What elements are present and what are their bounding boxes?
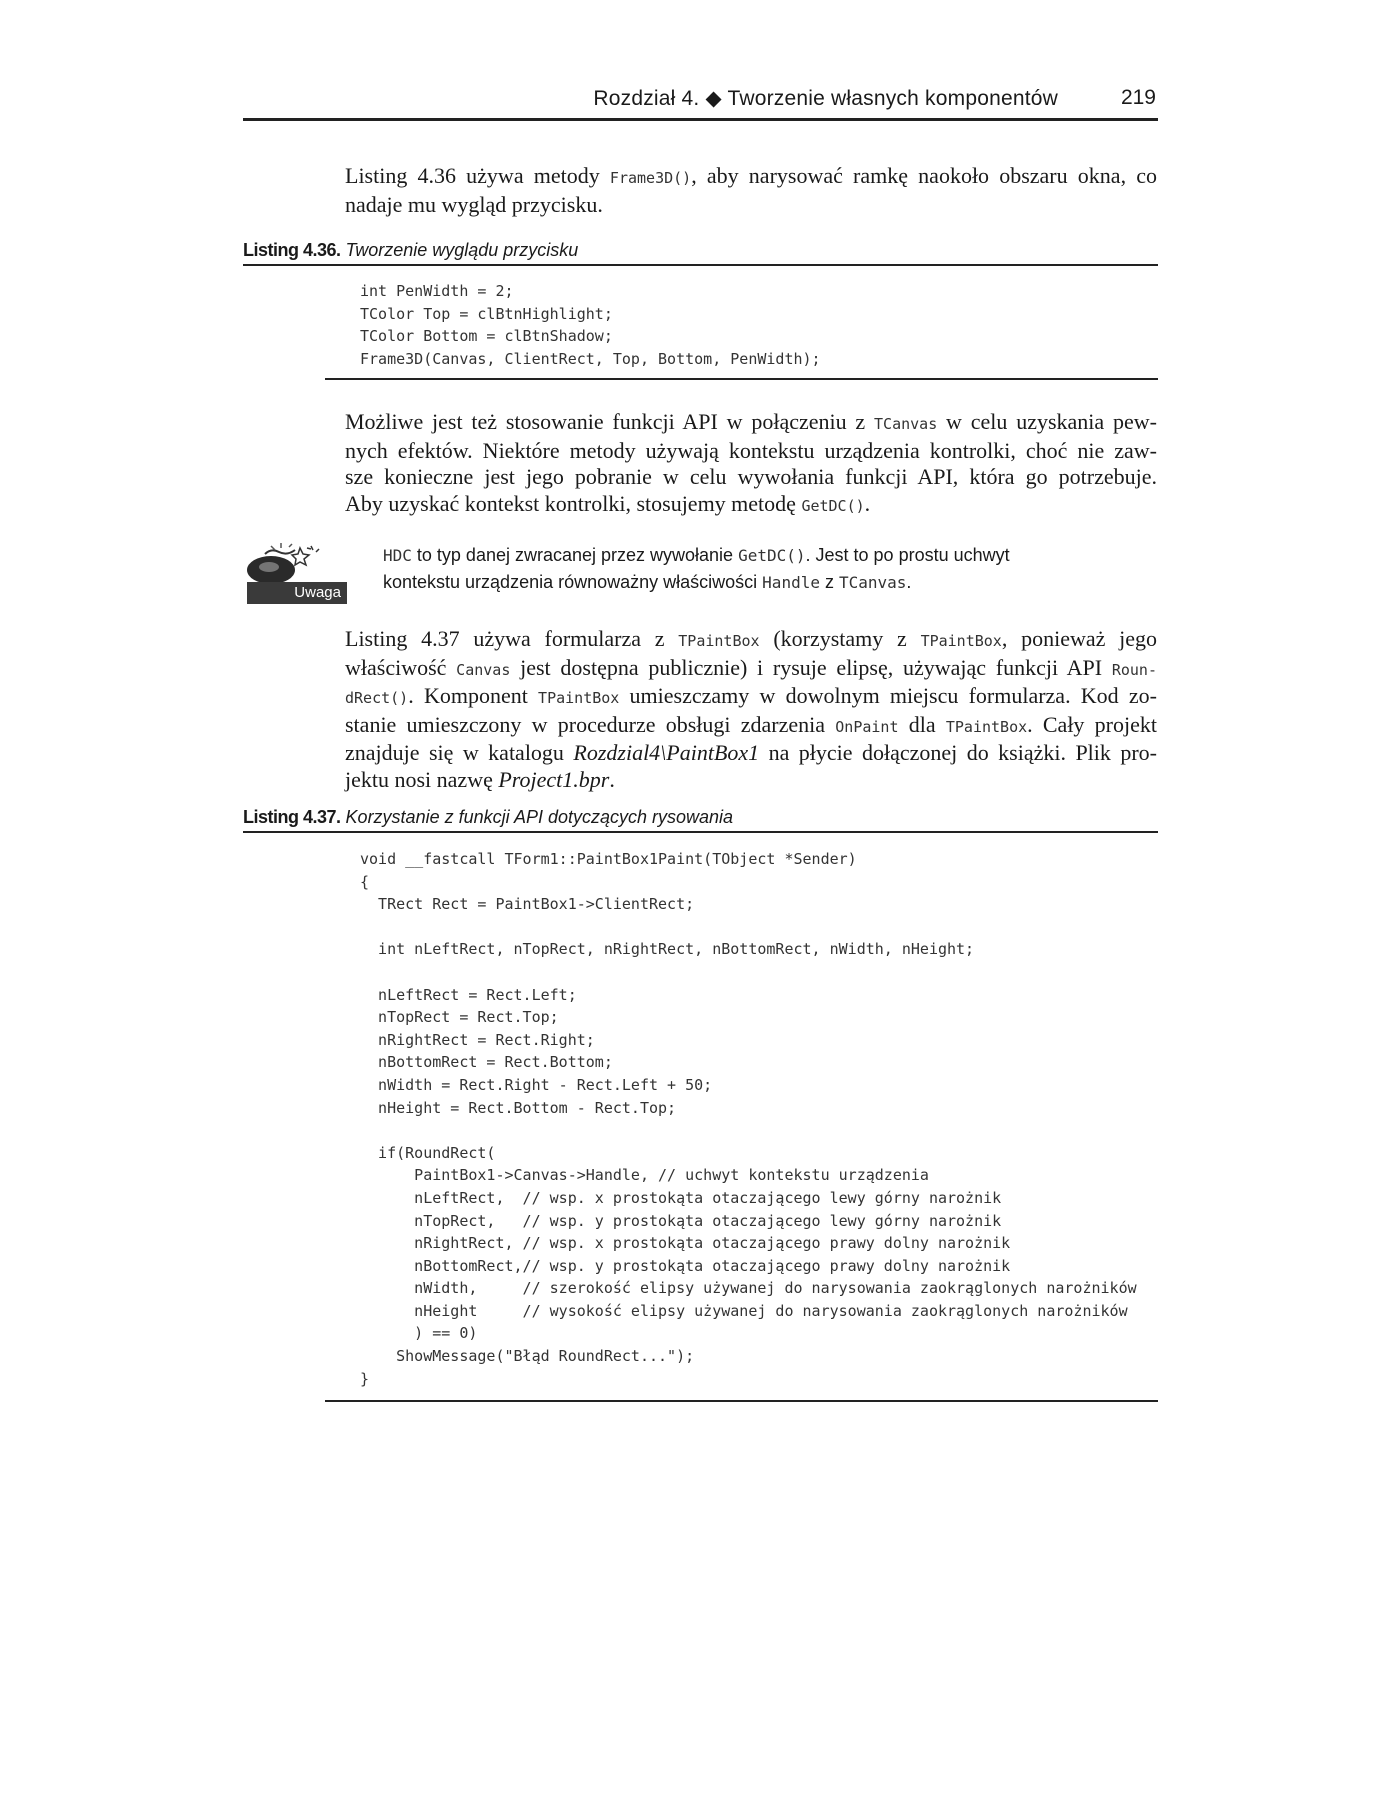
paragraph-api-canvas: [345, 409, 1157, 519]
text-line: sze konieczne jest jego pobranie w celu wywołania funkcji API, która go potrzebuje.: [345, 464, 1157, 489]
path-italic: Rozdzial4\PaintBox1: [573, 740, 760, 765]
code-block: int PenWidth = 2; TColor Top = clBtnHighlight; TColor Bottom = clBtnShadow; Frame3D(Canvas, ClientRect, Top, Bottom, PenWidth);: [360, 282, 821, 368]
text-line: stanie umieszczony w procedurze obsługi zdarzenia OnPaint dla TPaintBox. Cały projekt: [345, 711, 1157, 737]
filename-italic: Project1.bpr: [498, 766, 610, 792]
listing-number: Listing 4.36.: [243, 240, 341, 260]
text-line: znajduje się w katalogu Rozdzial4\PaintBox1 na płycie dołączonej do książki. Plik pro-: [345, 740, 1157, 765]
text-line: Aby uzyskać kontekst kontrolki, stosujemy metodę GetDC().: [345, 490, 871, 516]
note-box: [245, 540, 1155, 610]
text-line: właściwość Canvas jest dostępna publicznie) i rysuje elipsę, używając funkcji API Roun-: [345, 654, 1157, 680]
text-line: HDC to typ danej zwracanej przez wywołanie GetDC(). Jest to po prostu uchwyt: [383, 545, 1010, 565]
text-line: nadaje mu wygląd przycisku.: [345, 191, 603, 217]
text-line: dRect(). Komponent TPaintBox umieszczamy w dowolnym miejscu formularza. Kod zo-: [345, 683, 1157, 708]
paragraph-intro-listing-4-37: [345, 626, 1157, 793]
page-number: 219: [1120, 86, 1156, 109]
listing-number: Listing 4.37.: [243, 807, 341, 827]
text-line: Listing 4.37 używa formularza z TPaintBox (korzystamy z TPaintBox, ponieważ jego: [345, 626, 1158, 651]
code-block: void __fastcall TForm1::PaintBox1Paint(TObject *Sender) { TRect Rect = PaintBox1->ClientRect; int nLeftRect, nTopRect, nRightRect, nBottomRect, nWidth, nHeight; nLeftRect = Rect.Left; nTopRect = Rect.Top; nRightRect = Rect.Right; nBottomRect = Rect.Bottom; nWidth = Rect.Right - Rect.Left + 50; nHeight = Rect.Bottom - Rect.Top; if(RoundRect( PaintBox1->Canvas->Handle, // uchwyt kontekstu urządzenia nLeftRect, // wsp. x prostokąta otaczającego lewy górny narożnik nTopRect, // wsp. y prostokąta otaczającego lewy górny narożnik nRightRect, // wsp. x prostokąta otaczającego prawy dolny narożnik nBottomRect,// wsp. y prostokąta otaczającego prawy dolny narożnik nWidth, // szerokość elipsy używanej do narysowania zaokrąglonych narożników nHeight // wysokość elipsy używanej do narysowania zaokrąglonych narożników ) == 0) ShowMessage("Błąd RoundRect..."); }: [360, 850, 1137, 1388]
note-text: [383, 542, 1155, 596]
note-label: Uwaga: [247, 582, 347, 604]
listing-title: Korzystanie z funkcji API dotyczących rysowania: [345, 807, 734, 827]
listing-caption: [243, 807, 1158, 833]
text-line: Listing 4.36 używa metody Frame3D(), aby narysować ramkę naokoło obszaru okna, co: [345, 163, 1158, 188]
text-line: jektu nosi nazwę Project1.bpr.: [345, 766, 615, 792]
code-listing: [325, 280, 1158, 380]
text-line: nych efektów. Niektóre metody używają kontekstu urządzenia kontrolki, choć nie zaw-: [345, 437, 1157, 463]
code-listing: [325, 848, 1158, 1402]
paragraph-intro-listing-4-36: [345, 163, 1157, 218]
listing-caption: [243, 240, 1158, 266]
running-header: [243, 78, 1158, 121]
text-line: kontekstu urządzenia równoważny właściwości Handle z TCanvas.: [383, 572, 912, 592]
listing-title: Tworzenie wyglądu przycisku: [345, 240, 579, 260]
chapter-title: Rozdział 4. ◆ Tworzenie własnych komponentów: [593, 87, 1058, 110]
text-line: Możliwe jest też stosowanie funkcji API w połączeniu z TCanvas w celu uzyskania pew-: [345, 409, 1157, 434]
